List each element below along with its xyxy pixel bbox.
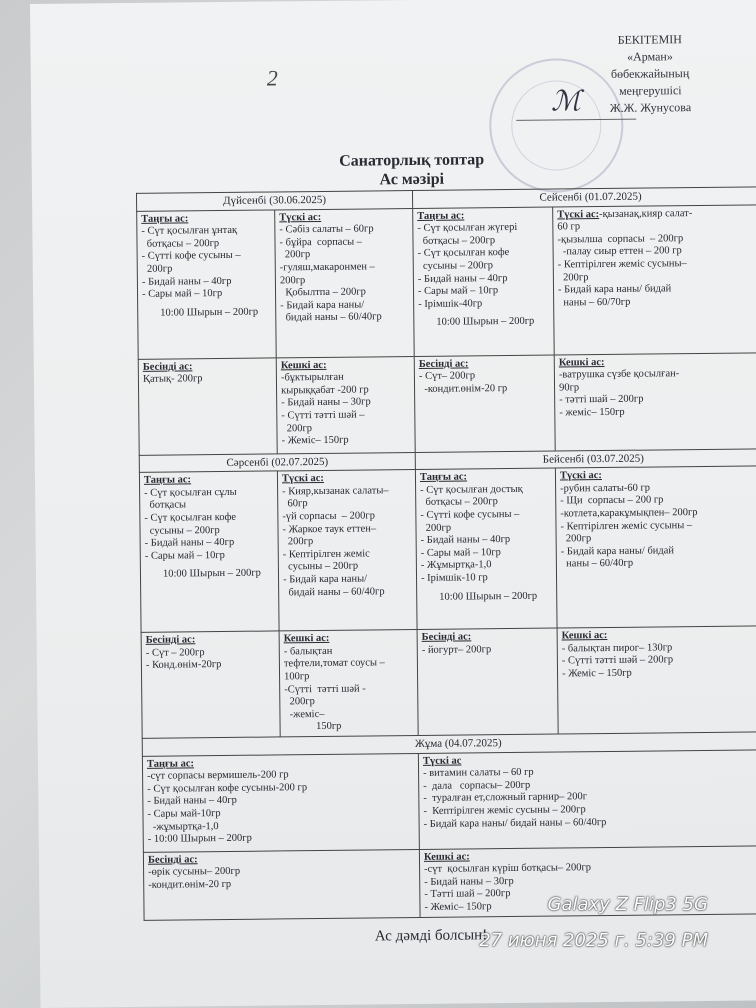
menu-line: - Кептірілген жеміс сусыны – bbox=[560, 519, 693, 533]
snack-time-line: 10:00 Шырын – 200гр bbox=[162, 567, 261, 580]
menu-line: - Жеміс– 150гр bbox=[424, 901, 492, 913]
menu-line: 100гр bbox=[284, 671, 310, 683]
menu-line: - дала сорпасы– 200гр bbox=[423, 779, 531, 792]
meal-label: Бесінді ас: bbox=[145, 634, 196, 647]
meal-label: Түскі ас: bbox=[559, 470, 602, 482]
menu-line: - Сүт – 200гр bbox=[145, 646, 205, 659]
meal-label: Түскі ас bbox=[422, 755, 462, 767]
meal-label: Кешкі ас: bbox=[558, 356, 605, 369]
mon-dinner bbox=[276, 356, 415, 453]
menu-line: -жұмыртқа-1,0 bbox=[147, 820, 219, 833]
document-subtitle: Ас мәзірі bbox=[379, 170, 445, 189]
menu-line: - Бидай наны – 30гр bbox=[424, 875, 514, 888]
page-number: 2 bbox=[266, 65, 278, 91]
menu-line: - Сүтті тәтті шәй – 200гр bbox=[561, 654, 674, 667]
menu-line: - Кияр,кызанак салаты– bbox=[282, 485, 389, 498]
menu-line: бидай наны – 60/40гр bbox=[280, 311, 382, 324]
menu-line: -үй сорпасы – 200гр bbox=[282, 510, 376, 523]
photo-timestamp: 27 июня 2025 г. 5:39 PM bbox=[479, 930, 708, 951]
mon-breakfast bbox=[137, 210, 277, 359]
day-header-tue: Сейсенбі (01.07.2025) bbox=[412, 187, 756, 208]
menu-line: - Бидай наны – 30гр bbox=[281, 396, 371, 409]
menu-line: - Сүт қосылған жүгері bbox=[417, 222, 518, 235]
menu-line: 60 гр bbox=[557, 221, 581, 233]
meal-label: Бесінді ас: bbox=[142, 360, 193, 373]
menu-line: - Сүт қосылған достық bbox=[420, 483, 523, 496]
menu-line: сусыны – 200гр bbox=[417, 260, 494, 272]
menu-line: - Жаркое таук еттен– bbox=[282, 522, 377, 535]
snack-time-line: 10:00 Шырын – 200гр bbox=[439, 590, 538, 603]
menu-line: - Ірімшік-40гр bbox=[418, 298, 483, 310]
menu-line: - тәтті шай – 200гр bbox=[559, 393, 644, 406]
meal-label: Кешкі ас: bbox=[280, 359, 327, 371]
menu-line: - Сары май – 10гр bbox=[141, 288, 223, 300]
menu-line: - Жеміс– 150гр bbox=[281, 434, 349, 447]
menu-table bbox=[136, 186, 756, 920]
menu-line: - Бидай наны – 40гр bbox=[141, 275, 232, 288]
menu-line: Қатық- 200гр bbox=[142, 373, 203, 386]
menu-line: Қобылтпа – 200гр bbox=[279, 286, 366, 299]
thu-snack bbox=[417, 628, 558, 735]
menu-line: - Бидай кара наны/ bbox=[280, 299, 365, 312]
meal-label: Таңғы ас: bbox=[419, 471, 468, 484]
menu-line: 200гр bbox=[281, 422, 313, 434]
meal-label: Кешкі ас: bbox=[283, 633, 330, 645]
meal-label-rest: -қызанақ,кияр салат- bbox=[599, 207, 693, 220]
fri-snack bbox=[143, 849, 420, 920]
menu-line: - Сүт қосылған сұлы bbox=[144, 486, 237, 499]
menu-line: - йогурт– 200гр bbox=[421, 643, 492, 656]
menu-line: сусыны – 200гр bbox=[282, 560, 359, 573]
meal-label: Кешкі ас: bbox=[561, 630, 608, 642]
menu-line: - Ірімшік-10 гр bbox=[420, 572, 488, 584]
menu-line: - Бидай кара наны/ бидай наны – 60/40гр bbox=[423, 816, 607, 830]
menu-line: 90гр bbox=[558, 382, 580, 394]
meal-label: Кешкі ас: bbox=[423, 850, 470, 863]
day-header-wed: Сәрсенбі (02.07.2025) bbox=[139, 452, 415, 472]
meal-label: Түскі ас: bbox=[279, 211, 322, 223]
menu-line: -кондит.өнім-20 гр bbox=[418, 382, 508, 395]
tue-dinner bbox=[554, 352, 756, 450]
meal-label: Бесінді ас: bbox=[418, 358, 469, 370]
menu-line: ботқасы – 200гр bbox=[141, 237, 220, 250]
menu-line: -палау сиыр еттен – 200 гр bbox=[557, 245, 682, 258]
menu-line: -Сүтті тәтті шәй - bbox=[284, 683, 366, 695]
tue-snack bbox=[414, 355, 555, 452]
menu-line: 200гр bbox=[141, 263, 173, 275]
menu-line: сусыны – 200гр bbox=[144, 524, 220, 537]
menu-line: - Сүт– 200гр bbox=[418, 370, 476, 383]
mon-lunch bbox=[275, 208, 415, 357]
menu-line: - Сары май – 10гр bbox=[420, 546, 501, 559]
menu-line: -котлета,каракұмықпен– 200гр bbox=[560, 507, 698, 520]
meal-label: Таңғы ас: bbox=[141, 212, 189, 225]
snack-time-line: 10:00 Шырын – 200гр bbox=[436, 316, 535, 329]
menu-line: - витамин салаты – 60 гр bbox=[423, 766, 534, 780]
meal-label: Таңғы ас: bbox=[146, 757, 195, 770]
signature: ℳ bbox=[550, 86, 582, 118]
mon-snack bbox=[138, 358, 277, 455]
tue-breakfast bbox=[413, 207, 555, 356]
menu-line: ботқасы – 200гр bbox=[417, 234, 496, 247]
menu-line: наны – 60/70гр bbox=[558, 296, 631, 309]
menu-line: - Сүт қосылған кофе bbox=[144, 511, 237, 524]
wed-dinner bbox=[279, 630, 418, 737]
tue-lunch bbox=[553, 204, 756, 354]
fri-lunch bbox=[418, 749, 756, 849]
thu-lunch bbox=[555, 466, 756, 628]
menu-line: - балықтан bbox=[283, 645, 333, 658]
menu-line: - Бидай наны – 40гр bbox=[420, 534, 511, 547]
menu-line: - Конд.өнім-20гр bbox=[145, 659, 222, 672]
menu-line: 200гр bbox=[279, 274, 306, 286]
menu-line: 200гр bbox=[557, 271, 589, 284]
day-header-thu: Бейсенбі (03.07.2025) bbox=[415, 448, 756, 469]
menu-line: - жеміс– 150гр bbox=[559, 406, 625, 419]
menu-line: 200гр bbox=[420, 522, 452, 534]
menu-line: - Бидай кара наны/ бидай bbox=[560, 545, 675, 558]
menu-line: - бұйра сорпасы – bbox=[279, 236, 363, 249]
meal-label: Бесінді ас: bbox=[421, 631, 472, 644]
device-watermark: Galaxy Z Flip3 5G bbox=[547, 894, 708, 915]
closing-wish: Ас дәмді болсын! bbox=[374, 927, 488, 945]
menu-line: -ватрушка сүзбе қосылған- bbox=[558, 368, 680, 381]
meal-label: Түскі ас: bbox=[281, 473, 324, 485]
menu-line: - Сары май-10гр bbox=[147, 807, 221, 820]
day-header-fri: Жұма (04.07.2025) bbox=[142, 732, 756, 756]
approval-block: БЕКІТЕМІН «Арман» бөбекжайының меңгерушісі Ж.Ж. Жунусова bbox=[609, 32, 692, 115]
menu-line: -рубин салаты-60 гр bbox=[560, 482, 651, 495]
menu-line: -бұктырылған bbox=[280, 371, 344, 384]
menu-line: - Тәтті шай – 200гр bbox=[424, 888, 511, 901]
menu-line: -өрік сусыны– 200гр bbox=[148, 865, 241, 878]
menu-line: -гуляш,макаронмен – bbox=[279, 261, 375, 274]
menu-line: 200гр bbox=[284, 696, 315, 708]
menu-line: - Бидай наны – 40гр bbox=[144, 537, 235, 549]
menu-line: - Сүт қосылған кофе сусыны-200 гр bbox=[147, 781, 308, 795]
menu-line: - Сары май – 10гр bbox=[144, 549, 225, 562]
thu-dinner bbox=[557, 626, 756, 734]
document-title: Санаторлық топтар bbox=[339, 151, 485, 170]
menu-line: - Жұмыртқа-1,0 bbox=[420, 559, 492, 572]
menu-line: - Бидай кара наны/ bbox=[282, 573, 368, 586]
menu-line: - Сүтті тәтті шәй – bbox=[281, 409, 365, 422]
menu-line: - Сары май – 10гр bbox=[417, 285, 499, 298]
menu-document bbox=[30, 0, 756, 1008]
menu-line: - Щи сорпасы – 200 гр bbox=[560, 494, 664, 507]
menu-line: - Кептірілген жеміс сусыны – 200гр bbox=[423, 804, 586, 817]
menu-line: - Бидай кара наны/ бидай bbox=[557, 283, 672, 296]
menu-line: ботқасы bbox=[144, 499, 187, 512]
menu-line: ботқасы – 200гр bbox=[420, 496, 498, 509]
fri-breakfast bbox=[142, 753, 419, 852]
menu-line: - Кептірілген жеміс bbox=[282, 548, 370, 561]
menu-line: -жеміс– bbox=[284, 708, 325, 721]
meal-label: Бесінді ас: bbox=[147, 853, 198, 866]
thu-breakfast bbox=[415, 468, 557, 629]
menu-line: - Сәбіз салаты – 60гр bbox=[279, 223, 374, 236]
day-header-mon: Дүйсенбі (30.06.2025) bbox=[136, 191, 412, 211]
menu-line: -кондит.өнім-20 гр bbox=[148, 878, 232, 891]
menu-line: кырыққабат -200 гр bbox=[281, 384, 369, 397]
menu-line: тефтели,томат соусы – bbox=[283, 657, 385, 670]
meal-label: Таңғы ас: bbox=[417, 210, 465, 222]
menu-line: - туралған ет,сложный гарнир– 200г bbox=[423, 791, 588, 805]
menu-line: бидай наны – 60/40гр bbox=[283, 585, 385, 598]
menu-line: - Бидай наны – 40гр bbox=[417, 272, 508, 285]
menu-line: - Кептірілген жеміс сусыны– bbox=[557, 258, 687, 271]
snack-time-line: 10:00 Шырын – 200гр bbox=[160, 306, 259, 319]
menu-line: 200гр bbox=[560, 533, 592, 545]
menu-line: - Сүт қосылған ұнтақ bbox=[141, 225, 238, 238]
menu-line: - Сүт қосылған кофе bbox=[417, 247, 510, 260]
wed-snack bbox=[141, 631, 280, 738]
menu-line: -сүт қосылған күріш ботқасы– 200гр bbox=[424, 862, 592, 876]
menu-line: - Жеміс – 150гр bbox=[561, 667, 632, 680]
menu-line: - Сүтті кофе сусыны – bbox=[141, 250, 241, 263]
menu-line: - балықтан пирог– 130гр bbox=[561, 642, 673, 655]
menu-line: -сүт сорпасы вермишель-200 гр bbox=[147, 769, 289, 782]
meal-label: Таңғы ас: bbox=[143, 474, 192, 487]
wed-breakfast bbox=[139, 471, 279, 632]
menu-line: -қызылша сорпасы – 200гр bbox=[557, 232, 684, 246]
menu-line: наны – 60/40гр bbox=[560, 558, 634, 570]
menu-line: 60гр bbox=[282, 498, 308, 510]
meal-label: Түскі ас: bbox=[557, 208, 600, 221]
menu-line: 200гр bbox=[279, 249, 311, 261]
menu-line: - Сүтті кофе сусыны – bbox=[420, 508, 520, 521]
menu-line: 200гр bbox=[282, 536, 314, 548]
menu-line: - Бидай наны – 40гр bbox=[147, 795, 237, 808]
wed-lunch bbox=[277, 470, 417, 631]
menu-line: 150гр bbox=[284, 721, 342, 733]
menu-line: - 10:00 Шырын – 200гр bbox=[147, 832, 252, 845]
